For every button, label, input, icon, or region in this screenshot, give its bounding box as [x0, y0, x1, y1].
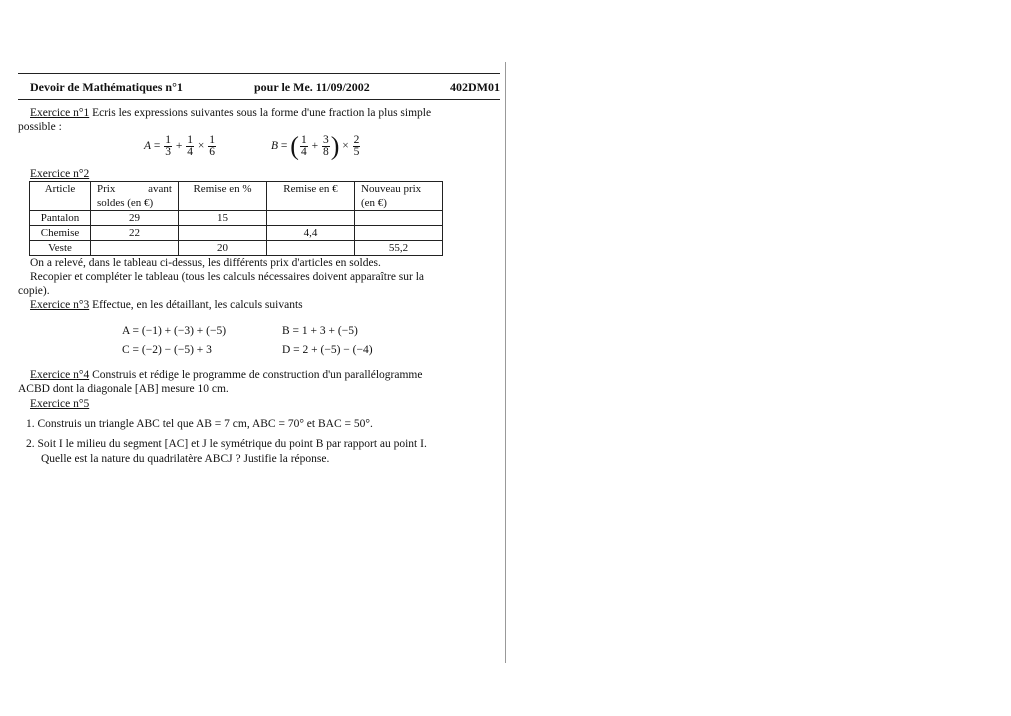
table-header-row: [30, 182, 443, 211]
exercise-5-item2: 2. Soit I le milieu du segment [AC] et J le symétrique du point B par rapport au point I.: [26, 438, 427, 450]
header-remise-pct: Remise en %: [179, 182, 267, 211]
exercise-3-label: Exercice n°3: [30, 299, 90, 311]
header-prix: Prix avant soldes (en €): [91, 182, 179, 211]
document-date: pour le Me. 11/09/2002: [254, 80, 370, 94]
exercise-1-line1: Exercice n°1 Ecris les expressions suivantes sous la forme d'une fraction la plus simple: [30, 107, 432, 119]
exercise-3-line: Exercice n°3 Effectue, en les détaillant, les calculs suivants: [30, 299, 303, 311]
exercise-5-item1: 1. Construis un triangle ABC tel que AB = 7 cm, ABC = 70° et BAC = 50°.: [26, 418, 373, 430]
calc-d: D = 2 + (−5) − (−4): [282, 344, 373, 356]
document-title: Devoir de Mathématiques n°1: [30, 80, 183, 94]
header-remise-eur: Remise en €: [267, 182, 355, 211]
exercise-2-label: Exercice n°2: [30, 168, 90, 180]
exercise-2-text1: On a relevé, dans le tableau ci-dessus, les différents prix d'articles en soldes.: [30, 257, 381, 269]
exercise-2-text3: copie).: [18, 285, 50, 297]
exercise-4-line1: Exercice n°4 Construis et rédige le programme de construction d'un parallélogramme: [30, 369, 423, 381]
exercise-1-label: Exercice n°1: [30, 107, 90, 119]
calc-a: A = (−1) + (−3) + (−5): [122, 325, 227, 337]
exercise-5-item2-question: Quelle est la nature du quadrilatère ABCJ ? Justifie la réponse.: [41, 453, 330, 465]
header-nouveau-prix: Nouveau prix (en €): [355, 182, 443, 211]
exercise-2-text2: Recopier et compléter le tableau (tous les calculs nécessaires doivent apparaître sur la: [30, 271, 425, 283]
header-top-rule: [18, 73, 500, 74]
expression-b: B = ( $\frac{1}{4}$ + $\frac{3}{8}$ ) × $\frac{2}{5}$: [271, 131, 360, 161]
header-article: Article: [30, 182, 91, 211]
table-row: Veste 20 55,2: [30, 241, 443, 256]
page-divider: [505, 62, 506, 663]
header-bottom-rule: [18, 99, 500, 100]
table-row: Pantalon 29 15: [30, 211, 443, 226]
prices-table: [29, 181, 443, 256]
exercise-4-line2: ACBD dont la diagonale [AB] mesure 10 cm.: [18, 383, 229, 395]
calc-b: B = 1 + 3 + (−5): [282, 325, 358, 337]
expression-a: A = $\frac{1}{3}$ + $\frac{1}{4}$ × $\frac{1}{6}$: [144, 133, 216, 158]
exercise-5-label: Exercice n°5: [30, 398, 90, 410]
document-code: 402DM01: [450, 80, 500, 94]
table-row: Chemise 22 4,4: [30, 226, 443, 241]
calc-c: C = (−2) − (−5) + 3: [122, 344, 212, 356]
exercise-4-label: Exercice n°4: [30, 369, 90, 381]
exercise-1-line2: possible :: [18, 121, 62, 133]
